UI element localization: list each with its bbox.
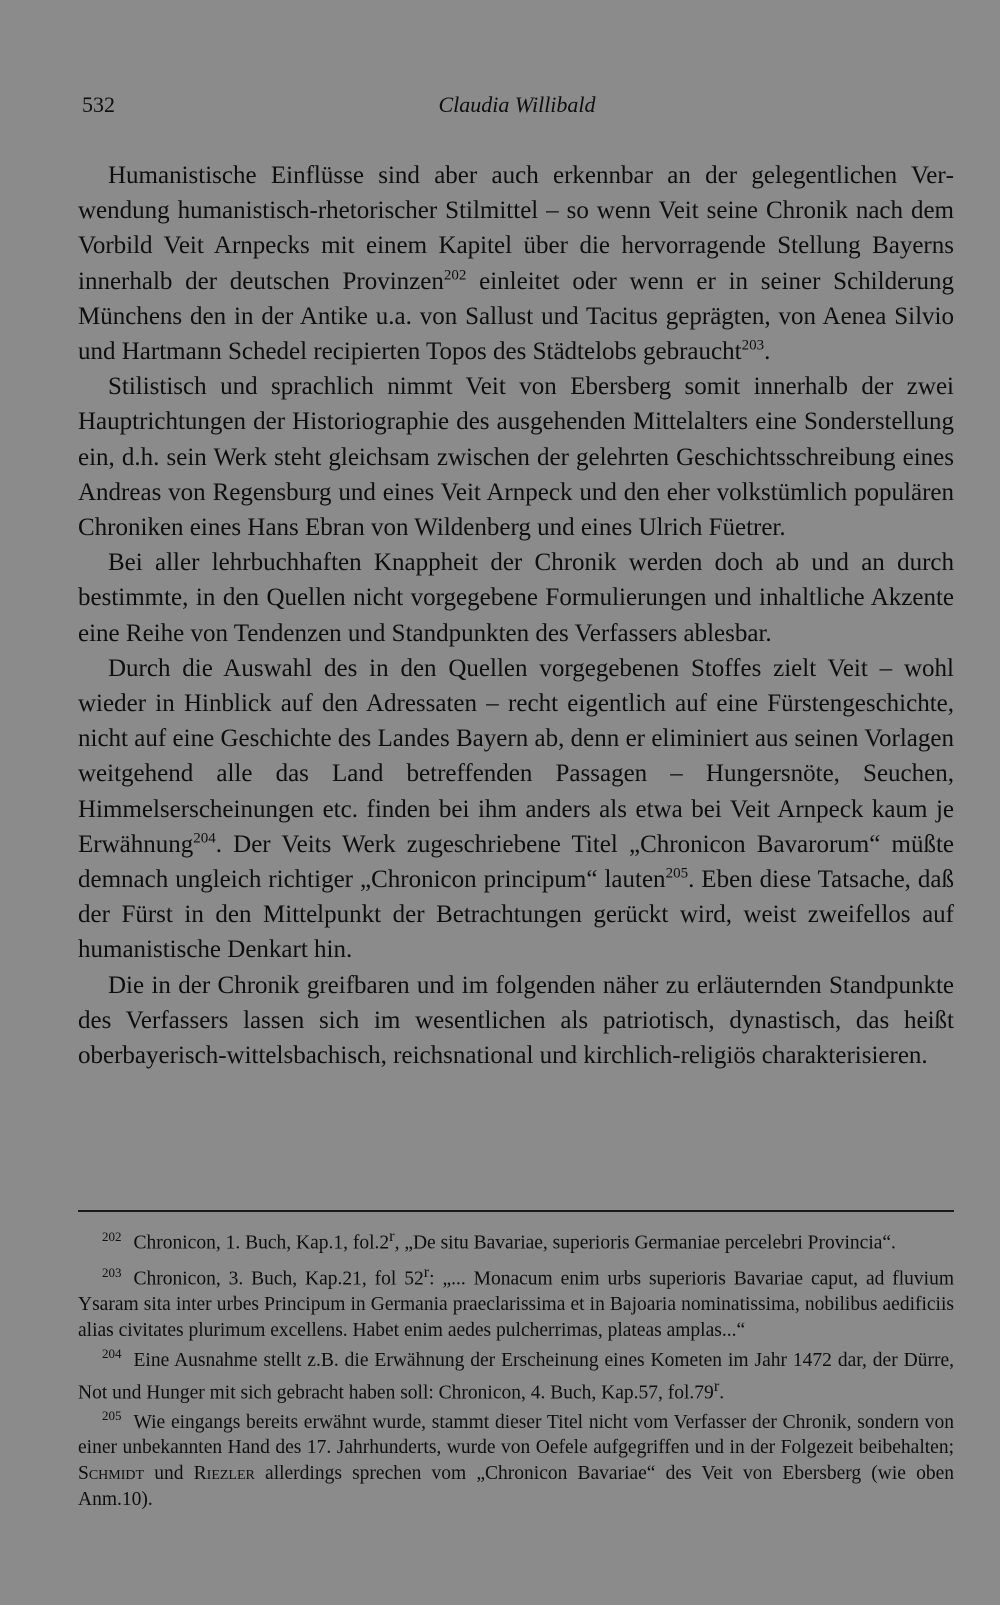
running-title: Claudia Willibald: [438, 92, 596, 117]
footnote-number: 202: [102, 1229, 122, 1244]
footnote-reference: 204: [193, 830, 216, 847]
author-name: Riezler: [193, 1463, 255, 1485]
footnotes: [78, 1224, 954, 1517]
footnote-202: $^{202}$ Chronicon, 1. Buch, Kap.1, fol.2$^r$, „De situ Bavariae, superioris Germaniae percelebri Provincia“.: [102, 1227, 896, 1254]
footnote-number: 204: [102, 1346, 122, 1362]
footnote-reference: 205: [665, 865, 689, 882]
footnote-number: 205: [102, 1408, 122, 1424]
footnote-reference: 203: [741, 337, 765, 354]
author-name: Schmidt: [78, 1463, 145, 1485]
footnote-divider: [78, 1210, 954, 1212]
page-header: [82, 92, 952, 128]
paragraph: Durch die Auswahl des in den Quellen vorgegebenen Stoffes zielt Veit – wohl wieder in Hinblick auf den Adressaten – recht eigentlich auf eine Fürstengeschichte, nicht auf eine Geschichte des Landes Bayern ab, denn er eliminiert aus seinen Vorlagen weitgehend alle das Land betreffenden Passagen – Hungersnöte, Seuchen, Himmelserscheinungen etc. finden bei ihm anders als etwa bei Veit Arnpeck kaum je Erwähnung$^{204}$. Der Veits Werk zugeschriebene Titel „Chronicon Bavarorum“ müßte demnach ungleich richtiger „Chronicon principum“ lauten$^{205}$. Eben diese Tatsache, daß der Fürst in den Mittelpunkt der Betrachtungen gerückt wird, weist zweifellos auf humanistische Denkart hin.: [78, 654, 955, 964]
paragraph: Bei aller lehrbuchhaften Knappheit der Chronik werden doch ab und an durch bestimmte, in den Quellen nicht vorgegebene Formulierungen und inhaltliche Akzente eine Reihe von Tendenzen und Standpunkten des Verfassers ablesbar.: [78, 549, 954, 647]
footnote-205: $^{205}$ Wie eingangs bereits erwähnt wurde, stammt dieser Titel nicht vom Verfasser der Chronik, sondern von einer unbekannten Hand des 17. Jahrhunderts, wurde von Oefele aufgegriffen und in der Folgezeit beibehalten; Schmidt und Riezler allerdings sprechen vom „Chronicon Bavariae“ des Veit von Ebersberg (wie oben Anm.10).: [78, 1408, 954, 1510]
page-number: 532: [82, 92, 115, 117]
footnote-204: $^{204}$ Eine Ausnahme stellt z.B. die Erwähnung der Erscheinung eines Kometen im Jahr 1472 dar, der Dürre, Not und Hunger mit sich gebracht haben soll: Chronicon, 4. Buch, Kap.57, fol.79$^r$.: [78, 1346, 954, 1404]
footnote-reference: 202: [443, 267, 467, 284]
paragraph: Humanistische Einflüsse sind aber auch erkennbar an der gelegentlichen Verwendung humanistisch-rhetorischer Stilmittel – so wenn Veit seine Chronik nach dem Vorbild Veit Arnpecks mit einem Kapitel über die hervorragende Stellung Bayerns innerhalb der deutschen Provinzen$^{202}$ einleitet oder wenn er in seiner Schilderung Münchens den in der Antike u.a. von Sallust und Tacitus geprägten, von Aenea Silvio und Hartmann Schedel recipierten Topos des Städtelobs gebraucht$^{203}$.: [78, 162, 954, 366]
footnote-number: 203: [102, 1265, 122, 1281]
paragraph: Stilistisch und sprachlich nimmt Veit von Ebersberg somit innerhalb der zwei Hauptrichtungen der Historiographie des ausgehenden Mittelalters eine Sonderstellung ein, d.h. sein Werk steht gleichsam zwischen der gelehrten Geschichtsschreibung eines Andreas von Regensburg und eines Veit Arnpeck und den eher volkstümlich populären Chroniken eines Hans Ebran von Wildenberg und eines Ulrich Füetrer.: [78, 373, 954, 542]
footnote-203: $^{203}$ Chronicon, 3. Buch, Kap.21, fol 52$^r$: „... Monacum enim urbs superioris Bavariae caput, ad fluvium Ysaram sita inter urbes Principum in Germania praeclarissima et in Bajoaria nominatissima, nobilibus aedificiis alias civitates plurimum excellens. Habet enim aedes pulcherrimas, plateas amplas...“: [78, 1263, 954, 1342]
paragraph: Die in der Chronik greifbaren und im folgenden näher zu erläuternden Standpunkte des Verfassers lassen sich im wesentlichen als patriotisch, dynastisch, das heißt oberbayerisch-wittelsbachisch, reichsnational und kirchlich-religiös charakterisieren.: [78, 971, 954, 1070]
body-text: [78, 158, 954, 1073]
